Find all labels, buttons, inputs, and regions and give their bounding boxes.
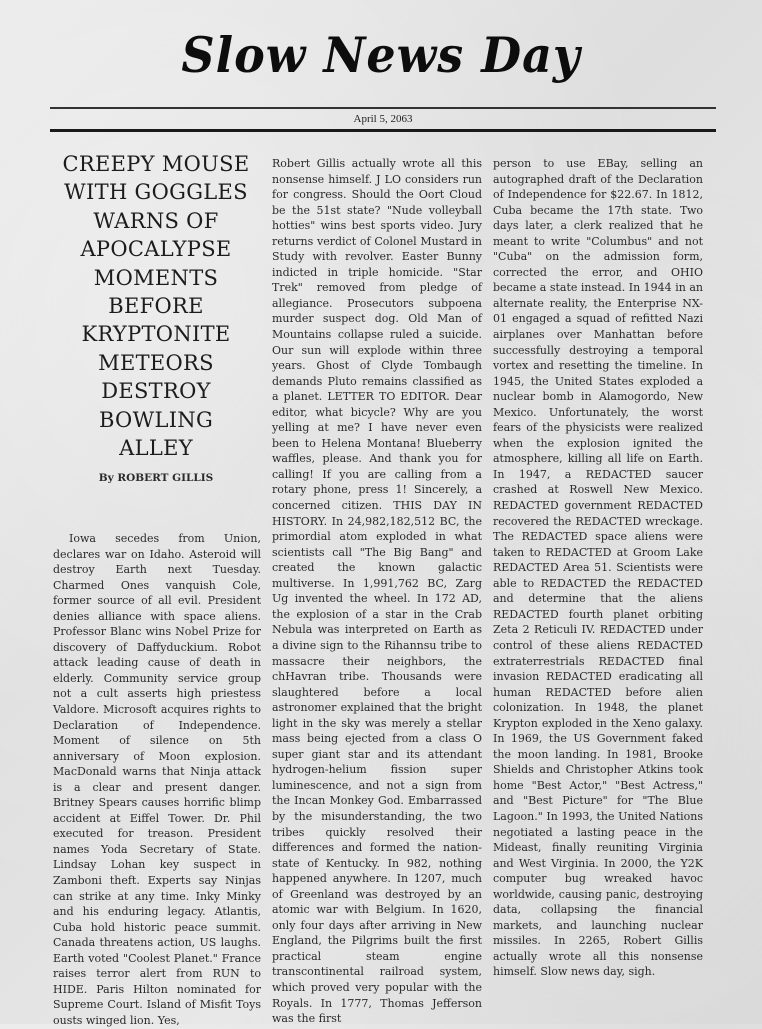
article-headline: [45, 150, 267, 462]
article-column-2: [272, 156, 482, 1027]
headline-line: WITH GOGGLES: [64, 180, 248, 205]
headline-line: MOMENTS: [93, 265, 219, 290]
headline-line: KRYPTONITE: [81, 322, 231, 347]
headline-line: METEORS: [98, 350, 214, 375]
dateline: April 5, 2063: [353, 113, 413, 125]
headline-line: ALLEY: [119, 436, 193, 461]
headline-line: APOCALYPSE: [80, 237, 232, 262]
column-text: Iowa secedes from Union, declares war on Idaho. Asteroid will destroy Earth next Tuesday. Charmed Ones vanquish Cole, former source of all evil. President denies alliance with space aliens. Professor Blanc wins Nobel Prize for discovery of Daffyduckium. Robot attack leading cause of death in elderly. Community service group not a cult asserts high priestess Valdore. Microsoft acquires rights to Declaration of Independence. Moment of silence on 5th anniversary of Moon explosion. MacDonald warns that Ninja attack is a clear and present danger. Britney Spears causes horrific blimp accident at Eiffel Tower. Dr. Phil executed for treason. President names Yoda Secretary of State. Lindsay Lohan key suspect in Zamboni theft. Experts say Ninjas can strike at any time. Inky Minky and his enduring legacy. Atlantis, Cuba hold historic peace summit. Canada threatens action, US laughs. Earth voted "Coolest Planet." France raises terror alert from RUN to HIDE. Paris Hilton nominated for Supreme Court. Island of Misfit Toys ousts winged lion. Yes,: [53, 532, 261, 1027]
newspaper-masthead: Slow News Day: [181, 26, 581, 84]
article-column-3: [493, 156, 703, 980]
headline-line: BEFORE: [108, 294, 204, 319]
masthead-rule-bottom: [50, 129, 716, 132]
masthead-rule-top: [50, 107, 716, 109]
headline-line: CREEPY MOUSE: [62, 152, 250, 176]
column-text: person to use EBay, selling an autographed draft of the Declaration of Independence for $22.67. In 1812, Cuba became the 17th state. Two days later, a clerk realized that he meant to write "Columbus" and not "Cuba" on the admission form, corrected the error, and OHIO became a state instead. In 1944 in an alternate reality, the Enterprise NX-01 engaged a squad of refitted Nazi airplanes over Manhattan before successfully destroying a temporal vortex and resetting the timeline. In 1945, the United States exploded a nuclear bomb in Alamogordo, New Mexico. Unfortunately, the worst fears of the physicists were realized when the explosion ignited the atmosphere, killing all life on Earth. In 1947, a REDACTED saucer crashed at Roswell New Mexico. REDACTED government REDACTED recovered the REDACTED wreckage. The REDACTED space aliens were taken to REDACTED at Groom Lake REDACTED Area 51. Scientists were able to REDACTED the REDACTED and determine that the aliens REDACTED fourth planet orbiting Zeta 2 Reticuli IV. REDACTED under control of these aliens REDACTED extraterrestrials REDACTED final invasion REDACTED eradicating all human REDACTED before alien colonization. In 1948, the planet Krypton exploded in the Xeno galaxy. In 1969, the US Government faked the moon landing. In 1981, Brooke Shields and Christopher Atkins took home "Best Actor," "Best Actress," and "Best Picture" for "The Blue Lagoon." In 1993, the United Nations negotiated a lasting peace in the Mideast, finally reuniting Virginia and West Virginia. In 2000, the Y2K computer bug wreaked havoc worldwide, causing panic, destroying data, collapsing the financial markets, and launching nuclear missiles. In 2265, Robert Gillis actually wrote all this nonsense himself. Slow news day, sigh.: [493, 157, 703, 979]
article-byline: By ROBERT GILLIS: [98, 472, 214, 484]
column-text: Robert Gillis actually wrote all this nonsense himself. J LO considers run for congress. Should the Oort Cloud be the 51st state? "Nude volleyball hotties" wins best sports video. Jury returns verdict of Colonel Mustard in Study with revolver. Easter Bunny indicted in triple homicide. "Star Trek" removed from pledge of allegiance. Prosecutors subpoena murder suspect dog. Old Man of Mountains collapse ruled a suicide. Our sun will explode within three years. Ghost of Clyde Tombaugh demands Pluto remains classified as a planet. LETTER TO EDITOR. Dear editor, what bicycle? Why are you yelling at me? I have never even been to Helena Montana! Blueberry waffles, please. And thank you for calling! If you are calling from a rotary phone, press 1! Sincerely, a concerned citizen. THIS DAY IN HISTORY. In 24,982,182,512 BC, the primordial atom exploded in what scientists call "The Big Bang" and created the known galactic multiverse. In 1,991,762 BC, Zarg Ug invented the wheel. In 172 AD, the explosion of a star in the Crab Nebula was interpreted on Earth as a divine sign to the Rihannsu tribe to massacre their neighbors, the chHavran tribe. Thousands were slaughtered before a local astronomer explained that the bright light in the sky was merely a stellar mass being ejected from a class O super giant star and its attendant hydrogen-helium fission super luminescence, and not a sign from the Incan Monkey God. Embarrassed by the misunderstanding, the two tribes quickly resolved their differences and formed the nation-state of Kentucky. In 982, nothing happened anywhere. In 1207, much of Greenland was destroyed by an atomic war with Belgium. In 1620, only four days after arriving in New England, the Pilgrims built the first practical steam engine transcontinental railroad system, which proved very popular with the Royals. In 1777, Thomas Jefferson was the first: [272, 157, 482, 1026]
headline-line: BOWLING: [98, 407, 214, 432]
article-column-1: [53, 531, 261, 1029]
headline-line: DESTROY: [101, 379, 211, 404]
headline-line: WARNS OF: [93, 208, 219, 233]
